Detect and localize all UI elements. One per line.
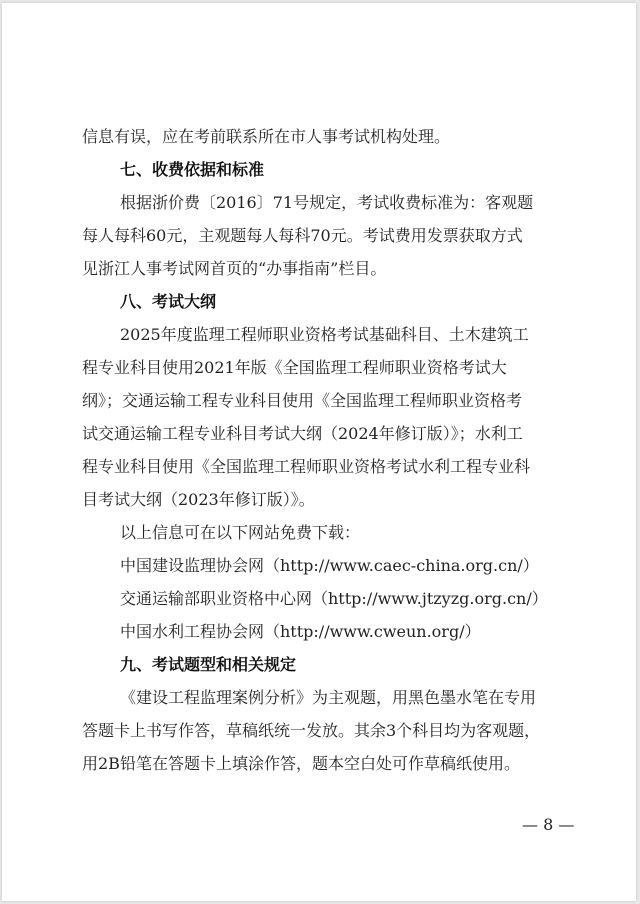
section-heading-fee: 七、收费依据和标准 xyxy=(120,160,265,179)
page-number: — 8 — xyxy=(522,815,575,834)
website-line-cweun: 中国水利工程协会网（http://www.cweun.org/） xyxy=(120,622,481,641)
text-line: 程专业科目使用《全国监理工程师职业资格考试水利工程专业科 xyxy=(82,457,531,476)
text-line: 纲》；交通运输工程专业科目使用《全国监理工程师职业资格考 xyxy=(82,391,523,410)
text-line: 根据浙价费〔2016〕71号规定，考试收费标准为：客观题 xyxy=(120,193,534,212)
text-line: 2025年度监理工程师职业资格考试基础科目、土木建筑工 xyxy=(120,325,529,344)
text-line: 试交通运输工程专业科目考试大纲（2024年修订版）》；水利工 xyxy=(82,424,523,443)
text-line: 以上信息可在以下网站免费下载： xyxy=(120,523,361,542)
text-line: 信息有误，应在考前联系所在市人事考试机构处理。 xyxy=(82,127,451,146)
text-line: 见浙江人事考试网首页的“办事指南”栏目。 xyxy=(82,259,387,278)
text-line: 用2B铅笔在答题卡上填涂作答，题本空白处可作草稿纸使用。 xyxy=(82,754,520,773)
text-line: 每人每科60元，主观题每人每科70元。考试费用发票获取方式 xyxy=(82,226,523,245)
text-line: 答题卡上书写作答，草稿纸统一发放。其余3个科目均为客观题， xyxy=(82,721,541,740)
website-line-caec: 中国建设监理协会网（http://www.caec-china.org.cn/） xyxy=(120,556,539,575)
text-line: 《建设工程监理案例分析》为主观题，用黑色墨水笔在专用 xyxy=(120,688,537,707)
text-line: 程专业科目使用2021年版《全国监理工程师职业资格考试大 xyxy=(82,358,507,377)
section-heading-question-types: 九、考试题型和相关规定 xyxy=(120,655,297,674)
website-line-jtzyzg: 交通运输部职业资格中心网（http://www.jtzyzg.org.cn/） xyxy=(120,589,548,608)
text-line: 目考试大纲（2023年修订版）》。 xyxy=(82,490,315,509)
section-heading-syllabus: 八、考试大纲 xyxy=(120,292,217,311)
document-page xyxy=(2,3,636,901)
